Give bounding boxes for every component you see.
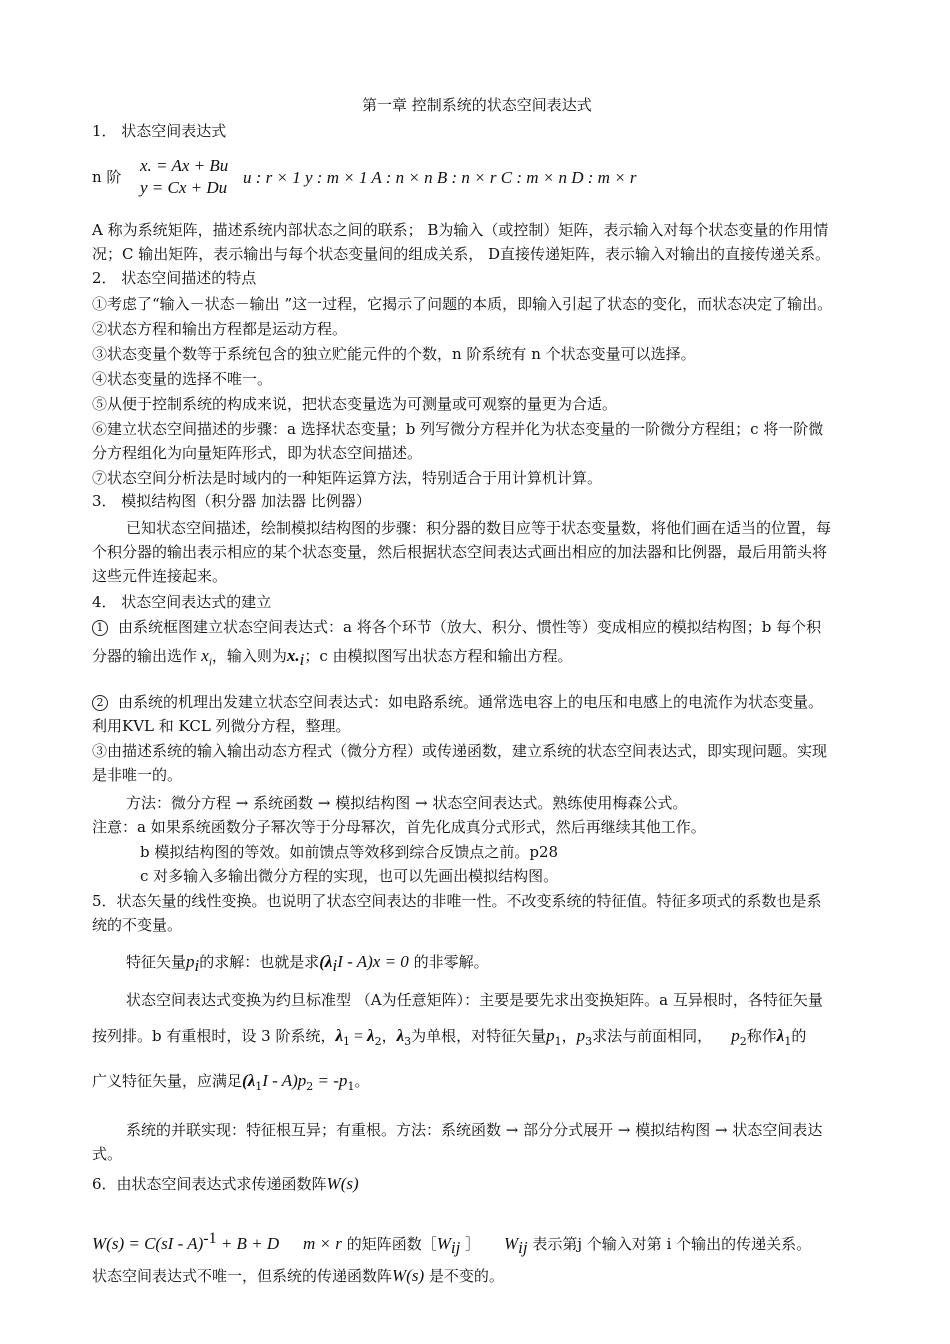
section-6-heading: 6．由状态空间表达式求传递函数阵W(s): [92, 1174, 359, 1193]
order-label: n 阶: [92, 168, 122, 186]
method-item-2: 2 由系统的机理出发建立状态空间表达式：如电路系统。通常选电容上的电压和电感上的电流作为状态变量。: [92, 692, 823, 712]
feature-item: ⑥建立状态空间描述的步骤：a 选择状态变量；b 列写微分方程并化为状态变量的一阶微分方程组；c 将一阶微: [92, 420, 824, 438]
section-5-text: 5．状态矢量的线性变换。也说明了状态空间表达的非唯一性。不改变系统的特征值。特征多项式的系数也是系: [92, 892, 822, 910]
section-1-heading: 1． 状态空间表达式: [92, 122, 227, 140]
method-item-3: ③由描述系统的输入输出动态方程式（微分方程）或传递函数，建立系统的状态空间表达式，即实现问题。实现: [92, 742, 828, 760]
paragraph: 个积分器的输出表示相应的某个状态变量，然后根据状态空间表达式画出相应的加法器和比例器，最后用箭头将: [92, 543, 828, 561]
parallel-line: 系统的并联实现：特征根互异；有重根。方法：系统函数 → 部分分式展开 → 模拟结构图 → 状态空间表达: [126, 1121, 823, 1139]
circled-number: 1: [92, 620, 108, 636]
jordan-line-1: 状态空间表达式变换为约旦标准型 （A为任意矩阵）：主要是要先求出变换矩阵。a 互异根时，各特征矢量: [126, 991, 823, 1009]
feature-item: 分方程组化为向量矩阵形式，即为状态空间描述。: [92, 444, 423, 462]
eigenvector-line: 特征矢量$p_i$的求解：也就是求$(\lambda_iI - A)x = 0$ 的非零解。: [126, 952, 489, 975]
paragraph: 这些元件连接起来。: [92, 567, 228, 585]
note-b: b 模拟结构图的等效。如前馈点等效移到综合反馈点之前。p28: [140, 843, 559, 861]
output-equation: y = Cx + Du: [140, 178, 228, 197]
section-4-heading: 4． 状态空间表达式的建立: [92, 593, 272, 611]
note-a: 注意：a 如果系统函数分子幂次等于分母幂次，首先化成真分式形式，然后再继续其他工作。: [92, 818, 706, 836]
section-5-text: 统的不变量。: [92, 916, 183, 934]
closing-line: 状态空间表达式不唯一，但系统的传递函数阵W(s) 是不变的。: [92, 1266, 504, 1285]
feature-item: ②状态方程和输出方程都是运动方程。: [92, 320, 348, 338]
method-item-3-cont: 是非唯一的。: [92, 766, 183, 784]
method-item-1-cont: 分器的输出选作 $x_i$，输入则为$x._i$；c 由模拟图写出状态方程和输出方程。: [92, 646, 573, 669]
matrix-description: A 称为系统矩阵，描述系统内部状态之间的联系； B为输入（或控制）矩阵，表示输入对每个状态变量的作用情: [92, 221, 829, 239]
feature-item: ⑦状态空间分析法是时域内的一种矩阵运算方法，特别适合于用计算机计算。: [92, 469, 603, 487]
page-title: 第一章 控制系统的状态空间表达式: [362, 96, 592, 114]
feature-item: ③状态变量个数等于系统包含的独立贮能元件的个数，n 阶系统有 n 个状态变量可以选择。: [92, 345, 696, 363]
section-3-heading: 3． 模拟结构图（积分器 加法器 比例器）: [92, 492, 371, 510]
jordan-line-2: 按列排。b 有重根时，设 3 阶系统，$\lambda_1 = \lambda_2$，$\lambda_3$为单根，对特征矢量$p_1$，$p_3$求法与前面相同， $p_2$称作$\lambda_1$的: [92, 1026, 807, 1048]
transfer-function-equation: W(s) = C(sI - A)$^{-1}$ + B + D m × r 的矩阵函数$[W_{ij}$ ］ $W_{ij}$ 表示第j 个输入对第 i 个输出的传递关系。: [92, 1230, 812, 1257]
feature-item: ④状态变量的选择不唯一。: [92, 370, 273, 388]
method-line: 方法：微分方程 → 系统函数 → 模拟结构图 → 状态空间表达式。熟练使用梅森公式。: [126, 794, 688, 812]
parallel-line: 式。: [92, 1145, 123, 1163]
method-item-2-cont: 利用KVL 和 KCL 列微分方程，整理。: [92, 717, 351, 735]
section-2-heading: 2． 状态空间描述的特点: [92, 269, 257, 287]
note-c: c 对多输入多输出微分方程的实现，也可以先画出模拟结构图。: [140, 867, 559, 885]
matrix-description: 况；C 输出矩阵，表示输出与每个状态变量间的组成关系， D直接传递矩阵，表示输入对输出的直接传递关系。: [92, 245, 831, 263]
method-item-1: 1 由系统框图建立状态空间表达式：a 将各个环节（放大、积分、惯性等）变成相应的模拟结构图；b 每个积: [92, 617, 821, 637]
matrix-dimensions: u : r × 1 y : m × 1 A : n × n B : n × r C : m × n D : m × r: [243, 168, 637, 187]
jordan-line-3: 广义特征矢量，应满足$(\lambda_1I - A)p_2 = -p_1$。: [92, 1071, 370, 1093]
state-equation: x. = Ax + Bu: [140, 156, 229, 175]
circled-number: 2: [92, 695, 108, 711]
feature-item: ①考虑了“输入－状态－输出 ”这一过程，它揭示了问题的本质，即输入引起了状态的变化，而状态决定了输出。: [92, 295, 833, 313]
paragraph: 已知状态空间描述，绘制模拟结构图的步骤：积分器的数目应等于状态变量数，将他们画在适当的位置，每: [126, 519, 832, 537]
feature-item: ⑤从便于控制系统的构成来说，把状态变量选为可测量或可观察的量更为合适。: [92, 395, 618, 413]
